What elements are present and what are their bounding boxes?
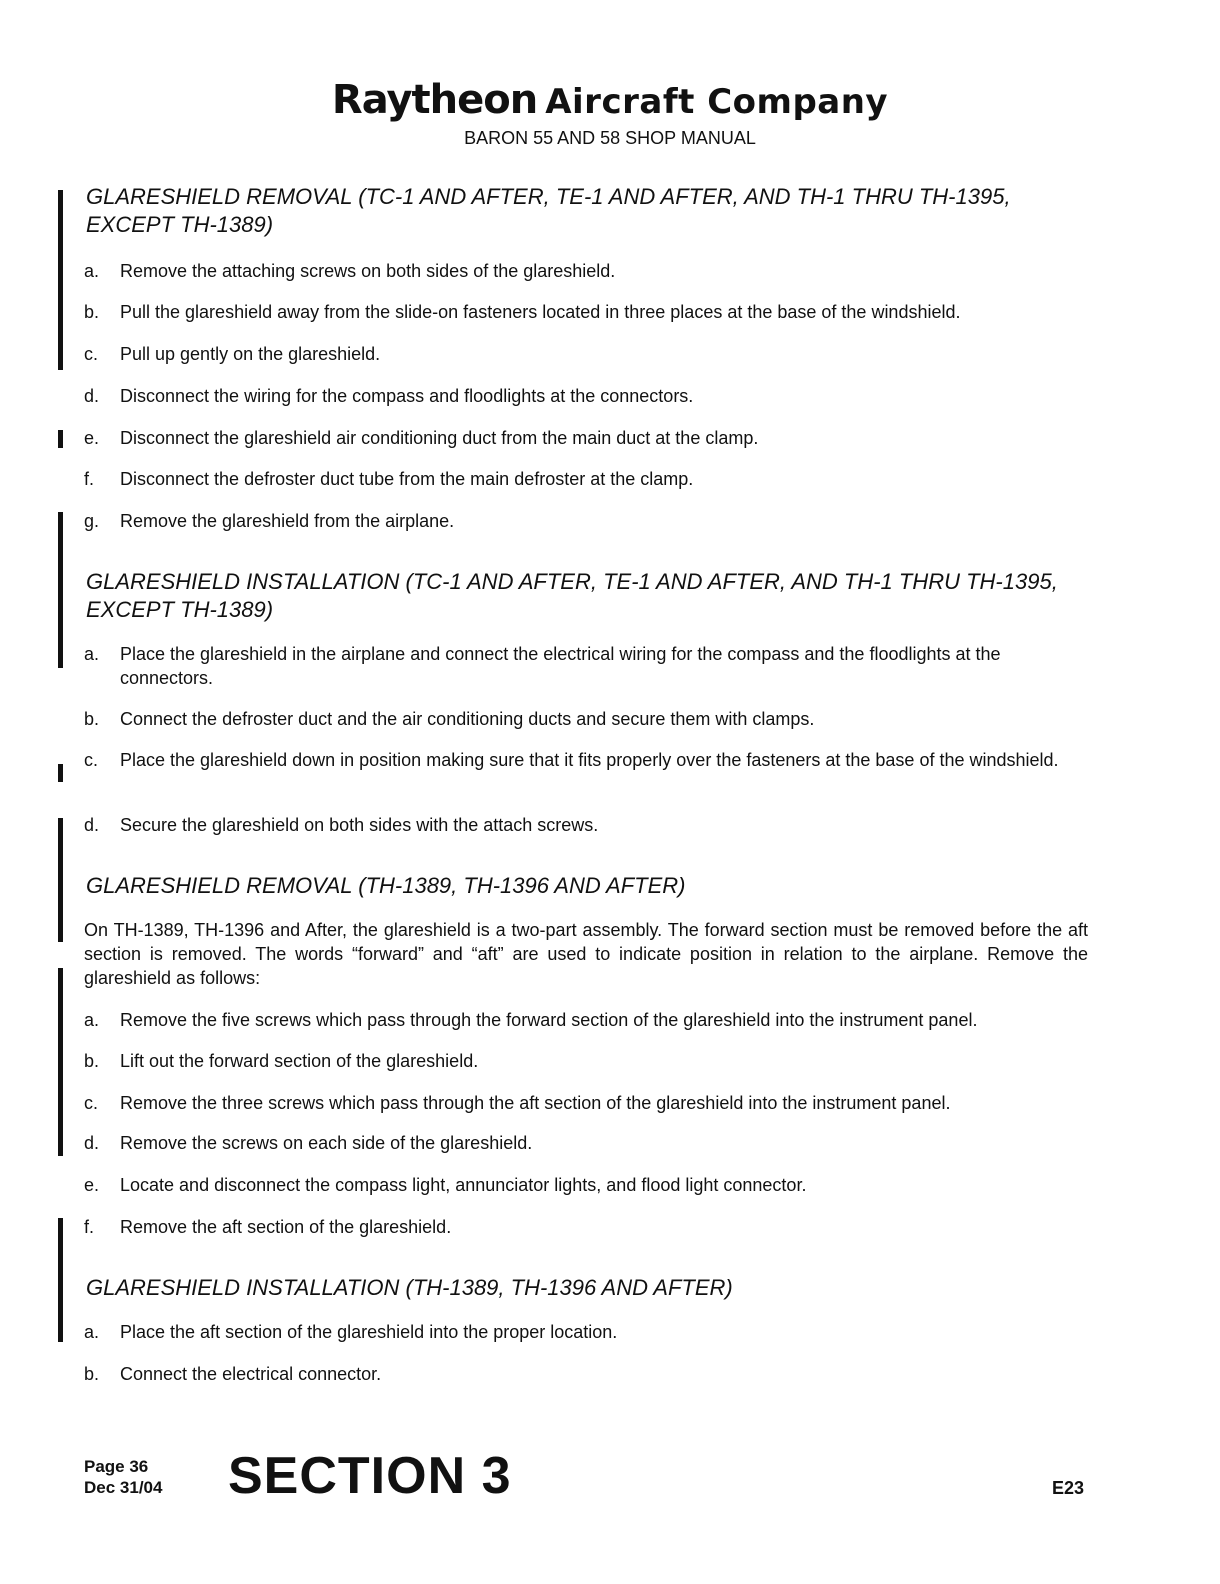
section-title: GLARESHIELD REMOVAL (TC-1 AND AFTER, TE-1 AND AFTER, AND TH-1 THRU TH-1395, EXCEPT TH-1389): [86, 184, 1011, 237]
item-letter: b.: [84, 1051, 100, 1071]
item-letter: d.: [84, 1133, 100, 1153]
list-item: [84, 1131, 1094, 1155]
item-text: Connect the electrical connector.: [120, 1364, 382, 1384]
list-item: [84, 1091, 1094, 1115]
list-item: [84, 813, 1094, 837]
item-letter: d.: [84, 386, 100, 406]
brand-name: Raytheon: [331, 77, 538, 123]
item-text: Remove the screws on each side of the glareshield.: [120, 1133, 533, 1153]
item-text: Disconnect the wiring for the compass and floodlights at the connectors.: [120, 386, 694, 406]
revision-bar: [58, 1218, 63, 1342]
revision-bar: [58, 968, 63, 1156]
revision-bar: [58, 190, 63, 370]
item-letter: a.: [84, 261, 100, 281]
list-item: [84, 1049, 1094, 1073]
item-text: Pull up gently on the glareshield.: [120, 344, 381, 364]
item-letter: b.: [84, 709, 100, 729]
item-letter: c.: [84, 750, 99, 770]
list-item: [84, 259, 1094, 283]
item-letter: d.: [84, 815, 100, 835]
revision-code: E23: [1052, 1478, 1085, 1498]
footer-page-info: [84, 1456, 162, 1498]
item-text: Place the glareshield down in position making sure that it fits properly over the fasteners at the base of the windshield.: [120, 750, 1059, 770]
revision-bar: [58, 764, 63, 782]
item-text: Remove the five screws which pass through the forward section of the glareshield into the instrument panel.: [120, 1010, 978, 1030]
item-text: Connect the defroster duct and the air conditioning ducts and secure them with clamps.: [120, 709, 815, 729]
list-item: [84, 300, 1094, 324]
item-letter: a.: [84, 1010, 100, 1030]
item-letter: f.: [84, 469, 95, 489]
list-item: [84, 384, 1094, 408]
item-text: Remove the aft section of the glareshield.: [120, 1217, 452, 1237]
item-text: Lift out the forward section of the glareshield.: [120, 1051, 479, 1071]
section-title: GLARESHIELD INSTALLATION (TH-1389, TH-1396 AND AFTER): [86, 1275, 733, 1300]
list-item: [84, 748, 1094, 772]
item-text: Disconnect the defroster duct tube from the main defroster at the clamp.: [120, 469, 694, 489]
item-text: Place the glareshield in the airplane and connect the electrical wiring for the compass and the floodlights at the connectors.: [120, 644, 1001, 688]
item-letter: b.: [84, 1364, 100, 1384]
section-label: SECTION 3: [228, 1447, 512, 1505]
brand-tagline: Aircraft Company: [545, 82, 889, 122]
list-item: [84, 1215, 1094, 1239]
item-text: Remove the three screws which pass through the aft section of the glareshield into the instrument panel.: [120, 1093, 951, 1113]
list-item: [84, 1173, 1094, 1197]
revision-bar: [58, 512, 63, 668]
manual-title: BARON 55 AND 58 SHOP MANUAL: [464, 128, 756, 148]
list-item: [84, 1320, 1094, 1344]
page-number: Page 36: [84, 1457, 149, 1476]
item-letter: g.: [84, 511, 100, 531]
item-text: Place the aft section of the glareshield into the proper location.: [120, 1322, 618, 1342]
list-item: [84, 642, 1094, 690]
item-text: Locate and disconnect the compass light, annunciator lights, and flood light connector.: [120, 1175, 807, 1195]
item-letter: c.: [84, 344, 99, 364]
list-item: [84, 1008, 1094, 1032]
list-item: [84, 707, 1094, 731]
section-title: GLARESHIELD REMOVAL (TH-1389, TH-1396 AND AFTER): [86, 873, 686, 898]
section-intro: On TH-1389, TH-1396 and After, the glareshield is a two-part assembly. The forward section must be removed before the aft section is removed. The words “forward” and “aft” are used to indicate position in relation to the airplane. Remove the glareshield as follows:: [84, 920, 1088, 988]
company-logo: [0, 76, 1220, 126]
page-header: [0, 76, 1220, 149]
list-item: [84, 1362, 1094, 1386]
list-item: [84, 426, 1094, 450]
revision-date: Dec 31/04: [84, 1478, 163, 1497]
item-letter: a.: [84, 1322, 100, 1342]
item-text: Disconnect the glareshield air conditioning duct from the main duct at the clamp.: [120, 428, 759, 448]
item-text: Secure the glareshield on both sides with the attach screws.: [120, 815, 599, 835]
item-text: Remove the attaching screws on both sides of the glareshield.: [120, 261, 616, 281]
revision-bar: [58, 430, 63, 448]
list-item: [84, 467, 1094, 491]
item-text: Remove the glareshield from the airplane.: [120, 511, 455, 531]
item-letter: e.: [84, 428, 100, 448]
item-letter: a.: [84, 644, 100, 664]
item-letter: c.: [84, 1093, 99, 1113]
item-letter: b.: [84, 302, 100, 322]
list-item: [84, 509, 1094, 533]
item-letter: e.: [84, 1175, 100, 1195]
item-text: Pull the glareshield away from the slide-on fasteners located in three places at the base of the windshield.: [120, 302, 961, 322]
list-item: [84, 342, 1094, 366]
section-title: GLARESHIELD INSTALLATION (TC-1 AND AFTER, TE-1 AND AFTER, AND TH-1 THRU TH-1395, EXCEPT TH-1389): [86, 569, 1058, 622]
item-letter: f.: [84, 1217, 95, 1237]
revision-bar: [58, 818, 63, 942]
